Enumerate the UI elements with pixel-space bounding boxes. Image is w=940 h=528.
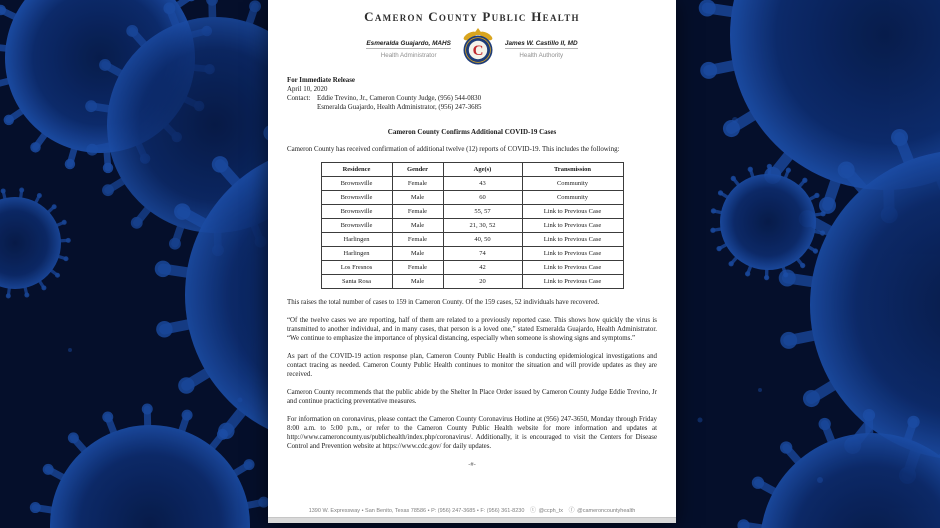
col-header-residence: Residence xyxy=(321,163,392,177)
table-cell: Santa Rosa xyxy=(321,275,392,289)
table-cell: Female xyxy=(392,233,443,247)
table-cell: Link to Previous Case xyxy=(522,247,623,261)
page-footer xyxy=(268,501,676,517)
footer-address: 1390 W. Expressway • San Benito, Texas 78586 • P: (956) 247-3685 • F: (956) 361-8230 xyxy=(308,508,525,514)
official-right xyxy=(505,32,578,59)
table-cell: Male xyxy=(392,275,443,289)
press-release-page xyxy=(268,0,676,523)
table-cell: Brownsville xyxy=(321,177,392,191)
body-paragraph: For information on coronavirus, please contact the Cameron County Coronavirus Hotline at (956) 247-3650, Monday through Friday 8:00 a.m. to 5:00 p.m., or refer to the Cameron County Public Health website for more information and updates at http://www.cameroncounty.us/publichealth/index.php/coronavirus/. Additionally, it is encouraged to visit the Centers for Disease Control and Prevention website at https://www.cdc.gov/ for daily updates. xyxy=(287,416,657,450)
twitter-icon: ⓣ xyxy=(529,508,536,514)
body-paragraph: Cameron County recommends that the public abide by the Shelter In Place Order issued by Cameron County Judge Eddie Trevino, Jr and continue practicing preventative measures. xyxy=(287,389,657,405)
table-cell: 40, 50 xyxy=(443,233,522,247)
table-row xyxy=(321,247,623,261)
end-mark: -#- xyxy=(468,461,476,468)
table-cell: Brownsville xyxy=(321,205,392,219)
official-right-name: James W. Castillo II, MD xyxy=(504,40,578,47)
table-cell: Link to Previous Case xyxy=(522,205,623,219)
official-left xyxy=(366,32,451,59)
table-row xyxy=(321,261,623,275)
table-cell: Male xyxy=(392,191,443,205)
cases-table-body xyxy=(321,177,623,289)
release-date: April 10, 2020 xyxy=(287,86,328,93)
contact-label: Contact: xyxy=(287,95,311,102)
official-left-name: Esmeralda Guajardo, MAHS xyxy=(366,40,451,47)
official-right-title: Health Authority xyxy=(519,52,564,59)
footer-twitter-handle: @ccph_tx xyxy=(538,508,564,514)
table-cell: Link to Previous Case xyxy=(522,219,623,233)
table-header-row xyxy=(321,163,623,177)
table-cell: Community xyxy=(522,191,623,205)
contact-line-2: Esmeralda Guajardo, Health Administrator, (956) 247-3685 xyxy=(317,104,482,111)
page-bottom-edge xyxy=(268,517,676,523)
contact-block xyxy=(287,94,657,112)
table-cell: Female xyxy=(392,261,443,275)
table-cell: Link to Previous Case xyxy=(522,261,623,275)
release-label: For Immediate Release xyxy=(287,77,355,84)
body-paragraph: As part of the COVID-19 action response plan, Cameron County Public Health is conducting epidemiological investigations and contact tracing as needed. Cameron County Public Health continues to monitor the situation and will provide updates as they are received. xyxy=(287,353,657,378)
table-cell: Female xyxy=(392,205,443,219)
table-cell: Male xyxy=(392,247,443,261)
table-head xyxy=(321,163,623,177)
table-cell: Harlingen xyxy=(321,247,392,261)
body-paragraphs xyxy=(287,298,657,451)
release-info xyxy=(287,76,657,112)
table-cell: 43 xyxy=(443,177,522,191)
table-cell: 42 xyxy=(443,261,522,275)
covid-cases-table xyxy=(321,162,624,289)
table-cell: Los Fresnos xyxy=(321,261,392,275)
table-row xyxy=(321,191,623,205)
press-release-headline: Cameron County Confirms Additional COVID-19 Cases xyxy=(387,128,557,136)
footer-facebook-handle: @cameroncountyhealth xyxy=(577,508,636,514)
table-cell: Male xyxy=(392,219,443,233)
table-cell: 21, 30, 52 xyxy=(443,219,522,233)
table-cell: 55, 57 xyxy=(443,205,522,219)
table-cell: 20 xyxy=(443,275,522,289)
seal-letter: C xyxy=(472,43,484,60)
table-cell: Community xyxy=(522,177,623,191)
table-cell: 60 xyxy=(443,191,522,205)
county-seal-icon xyxy=(460,27,496,67)
table-cell: Harlingen xyxy=(321,233,392,247)
page-body xyxy=(268,0,676,501)
header-officials xyxy=(287,30,657,68)
intro-paragraph: Cameron County has received confirmation of additional twelve (12) reports of COVID-19. This includes the following: xyxy=(287,146,620,153)
table-cell: Brownsville xyxy=(321,191,392,205)
table-cell: Brownsville xyxy=(321,219,392,233)
col-header-gender: Gender xyxy=(392,163,443,177)
table-cell: Female xyxy=(392,177,443,191)
facebook-icon: ⓕ xyxy=(568,508,575,514)
table-cell: Link to Previous Case xyxy=(522,233,623,247)
table-row xyxy=(321,219,623,233)
table-row xyxy=(321,205,623,219)
body-paragraph: This raises the total number of cases to 159 in Cameron County. Of the 159 cases, 52 individuals have recovered. xyxy=(287,299,600,306)
official-left-title: Health Administrator xyxy=(380,52,437,59)
contact-line-1: Eddie Trevino, Jr., Cameron County Judge, (956) 544-0830 xyxy=(317,95,482,102)
table-row xyxy=(321,275,623,289)
body-paragraph: “Of the twelve cases we are reporting, half of them are related to a previously reported case. This shows how quickly the virus is transmitted to another individual, and in many cases, that person is a loved one,” stated Esmeralda Guajardo, Health Administrator. “We continue to emphasize the importance of physical distancing, especially when someone is showing signs and symptoms.” xyxy=(287,317,657,342)
col-header-transmission: Transmission xyxy=(522,163,623,177)
table-row xyxy=(321,233,623,247)
agency-title: Cameron County Public Health xyxy=(364,9,580,24)
table-cell: Link to Previous Case xyxy=(522,275,623,289)
table-row xyxy=(321,177,623,191)
col-header-ages: Age(s) xyxy=(443,163,522,177)
table-cell: 74 xyxy=(443,247,522,261)
contact-lines xyxy=(317,94,481,112)
